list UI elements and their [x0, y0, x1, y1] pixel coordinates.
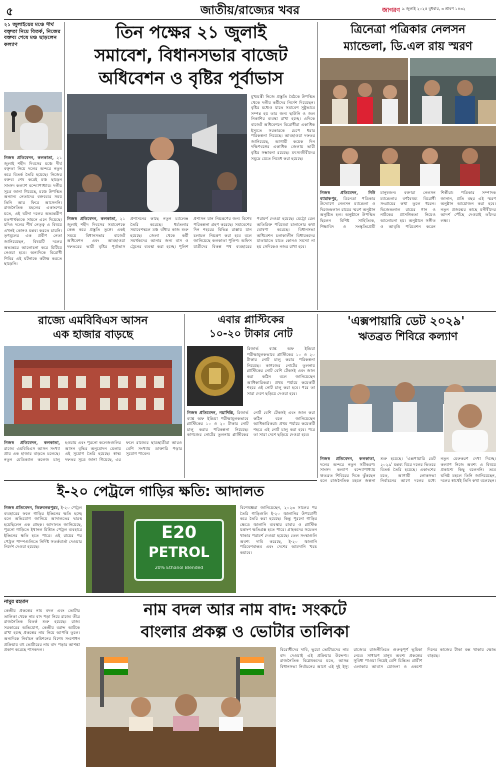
lead-body-left-text: ২১ জুলাই শহীদ দিবসের সমাবেশকে কেন্দ্র করে প্রস্তুতি তুঙ্গে। একই সময়ে বিধানসভার বাজেট অধিবেশন এবং আবহাওয়া দফতরের ভারী বৃষ্টির পূর্বাভাস প্রশাসনের কাছে নতুন চ্যালেঞ্জ তৈরি করেছে। ধর্মতলার সমাবেশস্থলে মঞ্চ বাঁধার কাজ শুরু হয়েছে। জেলা থেকে কর্মী সমর্থকদের আনার জন্য বাস ও ট্রেনের ব্যবস্থা করা হচ্ছে। পুলিশ প্রশাসন যান নিয়ন্ত্রণের জন্য বিশেষ পরিকল্পনা গ্রহণ করেছে।	[67, 216, 252, 249]
tripura-dateline: নিজস্ব প্রতিবেদন, নিউ ব্যারাকপুর,	[320, 190, 376, 201]
row3-rule	[4, 596, 496, 597]
bengal-headline-1: নাম বদল আর নাম বাদ: সংকটে	[143, 600, 347, 619]
e20-sign	[134, 519, 224, 581]
e20-story	[4, 483, 317, 593]
mbbs-story	[4, 314, 182, 477]
sidebar-rule	[64, 22, 65, 310]
row2-rule	[4, 480, 317, 481]
plastic-headline-1: এবার প্লাস্টিকের	[217, 314, 285, 326]
tripura-body	[320, 190, 496, 310]
tripura-photo-2	[410, 58, 496, 124]
bengal-body-right	[280, 647, 496, 767]
section-title: জাতীয়/রাজ্যের খবর	[200, 3, 300, 17]
plastic-body-top-text: রিজার্ভ ব্যাঙ্ক অফ ইন্ডিয়া পরীক্ষামূলকভাবে প্লাস্টিকের ১০ ও ২০ টাকার নোট চালু করার পরিকল্পনা নিয়েছে। কাগজের নোটের তুলনায় প্লাস্টিকের নোট বেশি টেকসই এবং জাল করা কঠিন বলে জানিয়েছেন আধিকারিকরা। প্রথম পর্যায়ে কয়েকটি শহরে এই নোট চালু করা হবে। পরে তা সারা দেশে ছড়িয়ে দেওয়া হবে।	[247, 346, 315, 396]
bengal-byline: নামুর রহমান	[4, 599, 29, 605]
mbbs-headline-2: এক হাজার বাড়ছে	[52, 328, 134, 341]
masthead: জাগরণ	[382, 7, 400, 14]
lead-story	[67, 22, 315, 310]
expiry-body	[320, 456, 496, 590]
plastic-note-story	[187, 314, 315, 477]
fuel-pump-illustration	[92, 511, 124, 593]
page-number: ৫	[6, 5, 14, 18]
meeting-with-flags-photo	[86, 647, 276, 767]
mbbs-dateline: নিজস্ব প্রতিবেদন, কলকাতা,	[4, 440, 60, 445]
header-rule	[4, 19, 496, 20]
lead-body-bottom-text: সমাবেশের দিন শহরের বিভিন্ন রাস্তায় যান চলাচল নিয়ন্ত্রণ করা হবে বলে জানিয়েছে কলকাতা পুলিশ। অফিস যাত্রীদের বিকল্প পথ ব্যবহারের পরামর্শ দেওয়া হয়েছে। মেট্রো রেল অতিরিক্ত পরিষেবা চালানোর কথা ঘোষণা করেছে। বিধানসভা অধিবেশন চলাকালীন বিধায়কদের যাতায়াতে যাতে কোনও সমস্যা না হয় সেদিকেও নজর রাখা হবে।	[193, 216, 315, 249]
e20-body-right	[240, 505, 317, 593]
plastic-body-top	[247, 346, 315, 406]
bengal-body-left-text: কেন্দ্রীয় প্রকল্পের নাম বদল এবং ভোটার তালিকা থেকে নাম বাদ পড়া নিয়ে রাজ্যে তীব্র রাজনৈতিক বিতর্ক শুরু হয়েছে। রাজ্য সরকারের অভিযোগ, কেন্দ্রীয় বরাদ্দ আটকে রাখা হচ্ছে প্রকল্পের নাম নিয়ে আপত্তি তুলে। অন্যদিকে নির্বাচন কমিশনের বিশেষ সংশোধন প্রক্রিয়ায় বহু ভোটারের নাম বাদ পড়ার আশঙ্কা প্রকাশ করেছে শাসকদল।	[4, 608, 80, 653]
e20-sign-sub: 20% Ethanol Blended	[154, 566, 204, 571]
lead-photo	[67, 94, 247, 212]
e20-headline: ই-২০ পেট্রলে গাড়ির ক্ষতি: আদালত	[56, 484, 265, 500]
bengal-body-left	[4, 608, 80, 767]
tripura-photo-3	[320, 126, 496, 186]
plastic-headline-2: ১০-২০ টাকার নোট	[209, 328, 293, 340]
memorial-event-photo	[320, 58, 408, 124]
stage-group-photo	[320, 126, 496, 186]
tripura-photo-1	[320, 58, 408, 124]
plastic-rule	[317, 314, 318, 478]
lead-body-left	[67, 216, 315, 310]
tripura-body-text: ত্রিনেত্রা পত্রিকার উদ্যোগে নেলসন ম্যান্ডেলা ও দ্বিজেন্দ্রলাল রায়ের স্মরণ অনুষ্ঠান অনুষ্ঠিত হল। অনুষ্ঠানে উপস্থিত ছিলেন বিশিষ্ট সাহিত্যিক, শিক্ষাবিদ ও সংস্কৃতিপ্রেমী মানুষজন। বক্তারা নেলসন ম্যান্ডেলার বর্ণবৈষম্য বিরোধী সংগ্রামের কথা তুলে ধরেন। দ্বিজেন্দ্রলাল রায়ের গান ও নাটকের প্রাসঙ্গিকতা নিয়েও আলোচনা হয়। অনুষ্ঠানে সঙ্গীত ও আবৃত্তি পরিবেশন করেন শিল্পীরা। পত্রিকার সম্পাদক জানান, প্রতি বছর এই স্মরণ অনুষ্ঠান আয়োজন করা হবে। নতুন প্রজন্মের কাছে মনীষীদের আদর্শ পৌঁছে দেওয়াই তাঁদের লক্ষ্য।	[320, 190, 496, 229]
sidebar-story	[4, 22, 62, 312]
mbbs-body	[4, 440, 182, 477]
plastic-body	[187, 410, 315, 477]
plastic-dateline: নিজস্ব প্রতিবেদন, নয়াদিল্লি,	[187, 410, 235, 415]
lead-headline-2: সমাবেশ, বিধানসভার বাজেট	[94, 46, 288, 66]
tripura-headline-1: ত্রিনেত্রা পত্রিকার নেলসন	[350, 22, 466, 36]
rbi-emblem-photo	[187, 346, 243, 406]
expiry-headline-2: ঋতব্রত শিবিরে কল্যাণ	[358, 330, 458, 343]
tripura-story	[320, 22, 496, 310]
expiry-photo-portrait	[444, 392, 496, 452]
mbbs-rule	[184, 314, 185, 478]
bengal-headline-2: বাংলার প্রকল্প ও ভোটার তালিকা	[140, 622, 350, 641]
audience-photo	[410, 58, 496, 124]
man-with-microphone-photo	[4, 92, 62, 150]
e20-body-left	[4, 505, 82, 593]
e20-sign-main: E20	[161, 523, 197, 543]
expiry-dateline: নিজস্ব প্রতিবেদন, কলকাতা,	[320, 456, 376, 461]
lead-headline-3: অধিবেশন ও বৃষ্টির পূর্বাভাস	[98, 69, 284, 89]
page-header	[0, 0, 500, 20]
plastic-body-text: রিজার্ভ ব্যাঙ্ক অফ ইন্ডিয়া পরীক্ষামূলকভাবে প্লাস্টিকের ১০ ও ২০ টাকার নোট চালু করার পরিকল্পনা নিয়েছে। কাগজের নোটের তুলনায় প্লাস্টিকের নোট বেশি টেকসই এবং জাল করা কঠিন বলে জানিয়েছেন আধিকারিকরা। প্রথম পর্যায়ে কয়েকটি শহরে এই নোট চালু করা হবে। পরে তা সারা দেশে ছড়িয়ে দেওয়া হবে।	[187, 410, 315, 438]
sidebar-body-text: ২১ জুলাই শহীদ দিবসের মঞ্চে দীর্ঘ বক্তৃতা নিয়ে দলের অন্দরে নতুন করে বিতর্ক তৈরি হয়েছে। নিজের বক্তব্য শেষ করেই মঞ্চ ছাড়েন সাংসদ কল্যাণ বন্দ্যোপাধ্যায়। দলীয় সূত্রে জানা গিয়েছে, মঞ্চে উপস্থিত অন্যান্য নেতাদের বক্তব্যের সময় তিনি আর ফিরে আসেননি। রাজনৈতিক মহলের একাংশের মতে, এই ঘটনা দলের অভ্যন্তরীণ মতপার্থক্যকে সামনে এনে দিয়েছে। যদিও দলের শীর্ষ নেতৃত্ব এ বিষয়ে এখনই কোনও মন্তব্য করতে চায়নি। তৃণমূলের এক প্রবীণ নেতা জানিয়েছেন, বিষয়টি দলের অভ্যন্তরে আলোচনা করে মিটিয়ে নেওয়া হবে। অন্যদিকে বিরোধী শিবির এই ঘটনাকে কটাক্ষ করতে ছাড়েনি।	[4, 155, 62, 267]
mbbs-body-text: রাজ্যে এমবিবিএস আসন সংখ্যা প্রায় এক হাজার বাড়তে চলেছে। নতুন মেডিক্যাল কলেজ চালু হওয়ায় এবং পুরনো কলেজগুলির আসন বৃদ্ধির অনুমোদন মেলায় এই সুযোগ তৈরি হয়েছে। স্বাস্থ্য দফতর সূত্রে জানা গিয়েছে, এর ফলে রাজ্যের ছাত্রছাত্রীরা আরও বেশি সংখ্যায় ডাক্তারি পড়ার সুযোগ পাবেন।	[4, 440, 182, 462]
sidebar-headline: ২১ জুলাইয়ের মঞ্চে দীর্ঘ বক্তৃতা নিয়ে বিতর্ক, নিজের বক্তব্য শেষে মঞ্চ ছাড়লেন কল্যাণ	[4, 22, 61, 48]
sidebar-body	[4, 155, 62, 312]
tripura-headline-2: ম্যান্ডেলা, ডি.এল রায় স্মরণ	[343, 39, 473, 53]
lead-headline-1: তিন পক্ষের ২১ জুলাই	[115, 23, 267, 43]
mbbs-headline-1: রাজ্যে এমবিবিএস আসন	[38, 314, 148, 327]
e20-sign-word: PETROL	[148, 545, 210, 561]
sidebar-dateline: নিজস্ব প্রতিবেদন, কলকাতা,	[4, 155, 54, 160]
bengal-story	[4, 599, 496, 767]
medical-college-building-photo	[4, 346, 182, 436]
bengal-photo	[86, 647, 276, 767]
rally-speaker-photo	[67, 94, 247, 212]
portrait-photo	[444, 392, 496, 452]
e20-body-left-text: ই-২০ পেট্রল ব্যবহারের ফলে গাড়ির ইঞ্জিনের ক্ষতি হচ্ছে বলে অভিযোগ জানিয়ে আদালতের দ্বারস্থ হয়েছিলেন এক গ্রাহক। আদালত জানিয়েছে, পুরনো গাড়িতে ইথানল মিশ্রিত পেট্রল ব্যবহারে ইঞ্জিনের ক্ষতি হতে পারে। এই রায়ের পর পেট্রল পাম্পগুলিতে নির্দিষ্ট সতর্কবার্তা দেওয়ার নির্দেশ দেওয়া হয়েছে।	[4, 505, 82, 550]
expiry-body-text: দলের অন্দরে নতুন সমীকরণ। সাংসদ কল্যাণ বন্দ্যোপাধ্যায় ঋতব্রত শিবিরের দিকে ঝুঁকছেন বলে রাজনৈতিক মহলে জল্পনা শুরু হয়েছে। 'এক্সপায়ারি ডেট ২০২৯' মন্তব্য ঘিরে দলের ভিতরে বিতর্ক তৈরি হয়েছে। একাংশের মতে, আগামী লোকসভা নির্বাচনের আগে দলের মধ্যে নতুন মেরুকরণ দেখা দিচ্ছে। কল্যাণ নিজে অবশ্য এ বিষয়ে প্রকাশ্যে কিছু বলেননি। তবে ঘনিষ্ঠ মহলে তিনি জানিয়েছেন, দলের স্বার্থেই তিনি কথা বলেছেন।	[320, 456, 496, 484]
lead-right-rule	[317, 22, 318, 310]
e20-body-right-text: বিশেষজ্ঞরা জানিয়েছেন, ২০২৩ সালের পর তৈরি গাড়িগুলি ই-২০ জ্বালানির উপযোগী করে তৈরি করা হয়েছে। কিন্তু পুরনো গাড়ির ক্ষেত্রে জ্বালানি ব্যবস্থার রাবার ও প্লাস্টিক যন্ত্রাংশ ক্ষতিগ্রস্ত হতে পারে। গ্রাহকদের সচেতন থাকার পরামর্শ দেওয়া হয়েছে। তেল সংস্থাগুলি অবশ্য দাবি করেছে, ই-২০ জ্বালানি পরিবেশবান্ধব এবং দেশের আমদানি খরচ কমাবে।	[240, 505, 317, 555]
lead-dateline: নিজস্ব প্রতিবেদন, কলকাতা,	[67, 216, 117, 221]
date-line: ৯ জুলাই ২০২৫ বুধবার, ৩ শ্রাবণ ১৪৩২	[402, 6, 466, 11]
e20-photo	[86, 505, 236, 593]
e20-dateline: নিজস্ব প্রতিবেদন, তিরুবনন্তপুরম,	[4, 505, 60, 510]
plastic-photo	[187, 346, 243, 406]
mbbs-photo	[4, 346, 182, 436]
expiry-headline-1: 'এক্সপায়ারি ডেট ২০২৯'	[347, 314, 465, 328]
lead-body-right	[251, 94, 315, 212]
lead-body-right-text: মুখ্যমন্ত্রী নিজে প্রস্তুতি বৈঠকে উপস্থিত থেকে দলীয় কর্মীদের নির্দেশ দিয়েছেন। বৃষ্টির মধ্যেও যাতে সমাবেশ সুষ্ঠুভাবে সম্পন্ন হয় তার জন্য ছাউনি ও জল নিকাশির ব্যবস্থা রাখা হচ্ছে। এদিকে বাজেট অধিবেশনে বিরোধীরা একাধিক ইস্যুতে সরকারকে চেপে ধরার পরিকল্পনা নিয়েছে। আবহাওয়া দফতর জানিয়েছে, আগামী কয়েক দিন দক্ষিণবঙ্গের একাধিক জেলায় ভারী বৃষ্টির সম্ভাবনা রয়েছে। মৎস্যজীবীদের সমুদ্রে যেতে নিষেধ করা হয়েছে।	[251, 94, 315, 161]
row1-rule	[4, 311, 496, 312]
bengal-body-right-text: বিরোধীদের দাবি, ভুয়ো ভোটারদের নাম বাদ দেওয়াই এই প্রক্রিয়ার উদ্দেশ্য। রাজনৈতিক বিশ্লেষকদের মতে, আসন্ন বিধানসভা নির্বাচনের আগে এই দুই ইস্যু রাজ্যের রাজনীতিতে গুরুত্বপূর্ণ ভূমিকা নেবে। সাধারণ মানুষ অবশ্য প্রকল্পের সুবিধা পাওয়া নিয়েই বেশি চিন্তিত। গ্রামীণ এলাকায় আবাস যোজনা ও একশো দিনের কাজের টাকা বন্ধ থাকায় ক্ষোভ বাড়ছে।	[280, 647, 496, 669]
sidebar-photo	[4, 92, 62, 150]
